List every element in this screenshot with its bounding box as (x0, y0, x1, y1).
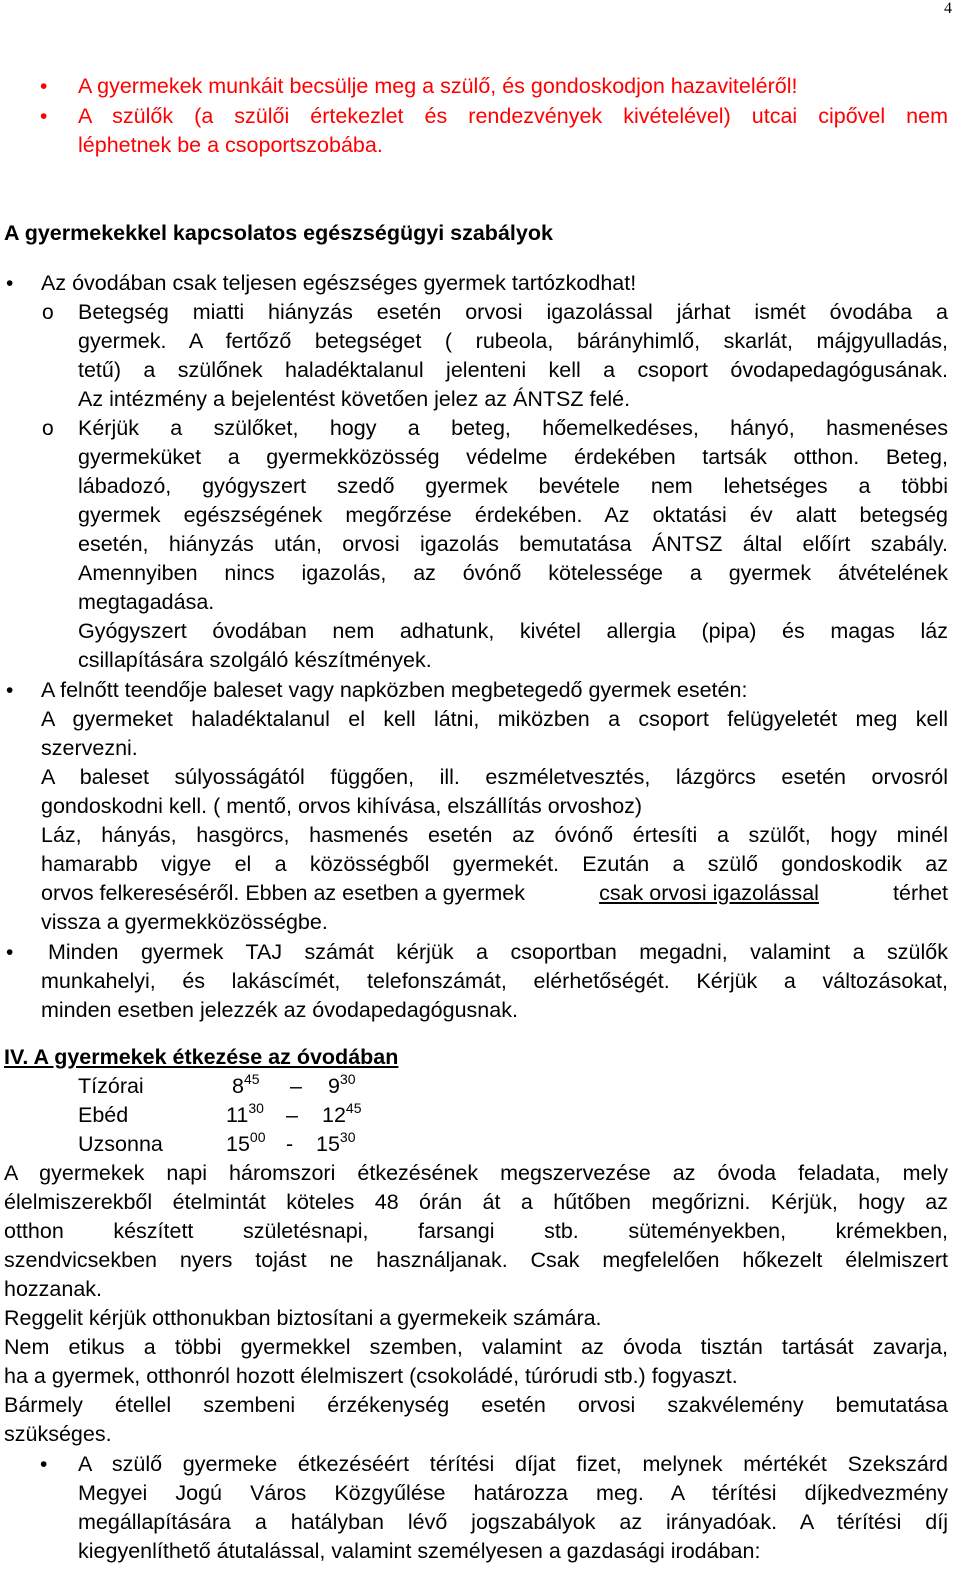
meal-name: Ebéd (78, 1103, 129, 1127)
section-heading (0, 219, 954, 248)
text-line: Az óvodában csak teljesen egészséges gyermek tartózkodhat! (41, 271, 637, 295)
bullet-icon: • (40, 105, 48, 128)
bullet-line (0, 1450, 954, 1479)
meal-hour: 9 (328, 1074, 340, 1098)
circle-bullet-icon: o (42, 301, 54, 324)
bullet-line (0, 269, 954, 298)
red-bullet-line (0, 102, 954, 131)
text-line: gyermek. A fertőző betegséget ( rubeola, bárányhimlő, skarlát, májgyulladás, (78, 329, 948, 353)
meal-row (0, 1101, 954, 1130)
meal-separator: – (290, 1074, 302, 1098)
meal-minute: 45 (243, 1071, 260, 1087)
sub-bullet-line (0, 298, 954, 327)
text-segment: térhet (893, 881, 948, 905)
text-line: gondoskodni kell. ( mentő, orvos kihívása, elszállítás orvoshoz) (41, 794, 643, 818)
text-line: munkahelyi, és lakáscímét, telefonszámát, elérhetőségét. Kérjük a változásokat, (41, 969, 948, 993)
red-bullet-line (0, 72, 954, 101)
meal-hour: 15 (316, 1132, 340, 1156)
text-line: szükséges. (4, 1422, 112, 1446)
text-line: Minden gyermek TAJ számát kérjük a csoportban megadni, valamint a szülők (48, 940, 948, 964)
bullet-icon: • (40, 1453, 48, 1476)
text-line: Reggelit kérjük otthonukban biztosítani a gyermekeik számára. (4, 1306, 602, 1330)
text-line: Bármely étellel szembeni érzékenység esetén orvosi szakvélemény bemutatása (4, 1393, 948, 1417)
text-line: A gyermekek munkáit becsülje meg a szülő, és gondoskodjon hazaviteléről! (78, 74, 798, 98)
meal-hour: 11 (226, 1103, 249, 1127)
text-line: hozzanak. (4, 1277, 103, 1301)
text-line: Az intézmény a bejelentést követően jelez az ÁNTSZ felé. (78, 387, 631, 411)
text-line: csillapítására szolgáló készítmények. (78, 648, 432, 672)
text-line: A szülők (a szülői értekezlet és rendezvények kivételével) utcai cipővel nem (78, 104, 948, 128)
text-line: hamarabb vigye el a közösségből gyermekét. Ezután a szülő gondoskodik az (41, 852, 948, 876)
text-line: lábadozó, gyógyszert szedő gyermek bevétele nem lehetséges a többi (78, 474, 948, 498)
bullet-line (0, 938, 954, 967)
red-text-line (0, 131, 954, 160)
text-line: Kérjük a szülőket, hogy a beteg, hőemelkedéses, hányó, hasmenéses (78, 416, 948, 440)
meal-minute: 45 (345, 1100, 362, 1116)
bullet-icon: • (6, 679, 14, 702)
text-line: A baleset súlyosságától függően, ill. eszméletvesztés, lázgörcs esetén orvosról (41, 765, 948, 789)
meal-name: Uzsonna (78, 1132, 163, 1156)
text-line: A szülő gyermeke étkezéséért térítési díjat fizet, melynek mértékét Szekszárd (78, 1452, 948, 1476)
meal-minute: 30 (339, 1129, 356, 1145)
text-line: szendvicsekben nyers tojást ne használjanak. Csak megfelelően hőkezelt élelmiszert (4, 1248, 948, 1272)
text-line: ha a gyermek, otthonról hozott élelmiszert (csokoládé, túrórudi stb.) fogyaszt. (4, 1364, 738, 1388)
meal-separator: - (286, 1132, 294, 1156)
text-line: Amennyiben nincs igazolás, az óvónő kötelessége a gyermek átvételének (78, 561, 948, 585)
text-line: otthon készített születésnapi, farsangi stb. süteményekben, krémekben, (4, 1219, 948, 1243)
text-line: Láz, hányás, hasgörcs, hasmenés esetén az óvónő értesíti a szülőt, hogy minél (41, 823, 948, 847)
bullet-icon: • (40, 75, 48, 98)
meal-hour: 15 (226, 1132, 250, 1156)
meal-row (0, 1072, 954, 1101)
text-line: gyermek egészségének megőrzése érdekében. Az oktatási év alatt betegség (78, 503, 948, 527)
circle-bullet-icon: o (42, 417, 54, 440)
text-line: Betegség miatti hiányzás esetén orvosi igazolással járhat ismét óvodába a (78, 300, 948, 324)
text-line: minden esetben jelezzék az óvodapedagógusnak. (41, 998, 518, 1022)
text-line: élelmiszerekből ételmintát köteles 48 órán át a hűtőben megőrizni. Kérjük, hogy az (4, 1190, 948, 1214)
text-line: A felnőtt teendője baleset vagy napközben megbetegedő gyermek esetén: (41, 678, 748, 702)
text-line: kiegyenlíthető átutalással, valamint személyesen a gazdasági irodában: (78, 1539, 761, 1563)
text-line: Gyógyszert óvodában nem adhatunk, kivétel allergia (pipa) és magas láz (78, 619, 948, 643)
meal-minute: 00 (249, 1129, 266, 1145)
meal-separator: – (286, 1103, 298, 1127)
meal-hour: 12 (322, 1103, 346, 1127)
heading-text: A gyermekekkel kapcsolatos egészségügyi szabályok (4, 221, 553, 245)
bullet-line (0, 676, 954, 705)
text-line-with-underline (0, 879, 954, 908)
page-number: 4 (944, 0, 952, 17)
text-line: Nem etikus a többi gyermekkel szemben, valamint az óvoda tisztán tartását zavarja, (4, 1335, 948, 1359)
heading-text: IV. A gyermekek étkezése az óvodában (4, 1045, 399, 1069)
text-line: tetű) a szülőnek haladéktalanul jelenteni kell a csoport óvodapedagógusának. (78, 358, 948, 382)
text-line: megállapítására a hatályban lévő jogszabályok az irányadóak. A térítési díj (78, 1510, 948, 1534)
meal-hour: 8 (232, 1074, 244, 1098)
bullet-icon: • (6, 941, 14, 964)
bullet-icon: • (6, 272, 14, 295)
meal-minute: 30 (339, 1071, 356, 1087)
text-line: szervezni. (41, 736, 138, 760)
text-line: vissza a gyermekközösségbe. (41, 910, 328, 934)
meal-row (0, 1130, 954, 1159)
text-line: A gyermeket haladéktalanul el kell látni, miközben a csoport felügyeletét meg kell (41, 707, 948, 731)
text-line: gyermeküket a gyermekközösség védelme érdekében tartsák otthon. Beteg, (78, 445, 948, 469)
section-heading (0, 1043, 954, 1072)
text-line: Megyei Jogú Város Közgyűlése határozza meg. A térítési díjkedvezmény (78, 1481, 948, 1505)
underlined-text: csak orvosi igazolással (599, 881, 819, 905)
meal-name: Tízórai (78, 1074, 144, 1098)
text-segment: orvos felkereséséről. Ebben az esetben a gyermek (41, 881, 526, 905)
sub-bullet-line (0, 414, 954, 443)
meal-minute: 30 (248, 1100, 264, 1116)
text-line: léphetnek be a csoportszobába. (78, 133, 383, 157)
text-line: A gyermekek napi háromszori étkezésének megszervezése az óvoda feladata, mely (4, 1161, 948, 1185)
text-line: esetén, hiányzás után, orvosi igazolás bemutatása ÁNTSZ által előírt szabály. (78, 532, 948, 556)
text-line: megtagadása. (78, 590, 215, 614)
